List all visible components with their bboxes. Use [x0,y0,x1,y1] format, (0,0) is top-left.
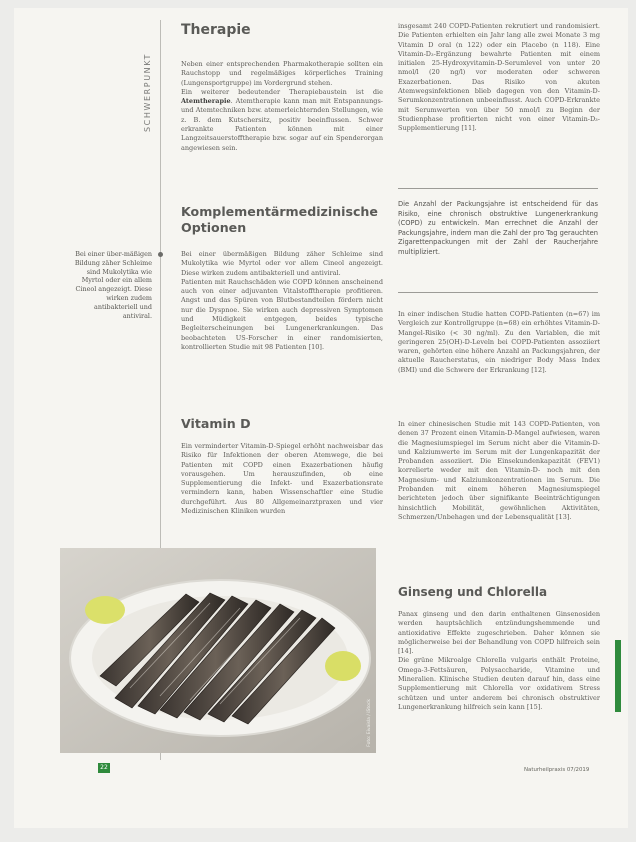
komplementaer-text [181,250,383,352]
ginseng-paragraph-1: Panax ginseng und den darin enthaltenen Ginsenosiden werden hauptsächlich entzündungshemmende und antioxidative Effekte zugeschrieben. Daher können sie möglicherweise bei der Behandlung von COPD hilfreich sein [14]. [398,610,600,656]
heading-vitamin-d: Vitamin D [181,416,251,431]
infobox-rule-bottom [398,292,598,293]
heading-therapie: Therapie [181,22,251,38]
komplementaer-paragraph-2: Patienten mit Rauchschäden wie COPD können anscheinend auch von einer adjuvanten Vitalstofftherapie profitieren. Angst und das Spüren von Blutbestandteilen fördern nicht nur die Dyspnoe. Sie wirken auch depressiven Symptomen und Müdigkeit entgegen, beides typische Begleiterscheinungen bei Lungenerkrankungen. Das beobachteten US-Forscher in einer randomisierten, kontrollierten Studie mit 98 Patienten [10]. [181,277,383,351]
heading-ginseng: Ginseng und Chlorella [398,585,548,599]
right-top-text: insgesamt 240 COPD-Patienten rekrutiert und randomisiert. Die Patienten erhielten ein Jahr lang alle zwei Monate 3 mg Vitamin D oral (n 122) oder ein Placebo (n 118). Eine Vitamin-D₃-Ergänzung bewahrte Patienten mit einem initialen 25-Hydroxyvitamin-D-Serumlevel von unter 20 nmol/l (20 ng/l) vor moderaten oder schweren Exazerbationen. Das Risiko von akuten Atemwegsinfektionen blieb dagegen von den Vitamin-D-Serumkonzentrationen unbeeinflusst. Auch COPD-Erkrankte mit Serumwerten von über 50 nmol/l zu Beginn der Studienphase profitierten nicht von einer Vitamin-D₃-Supplementierung [11]. [398,22,600,133]
ginseng-paragraph-2: Die grüne Mikroalge Chlorella vulgaris enthält Proteine, Omega-3-Fettsäuren, Polysaccharide, Vitamine und Mineralien. Klinische Studien deuten darauf hin, dass eine Supplementierung mit Chlorella vor oxidativem Stress schützen und unter anderem bei chronisch obstruktiver Lungenerkrankung hilfreich sein kann [15]. [398,656,600,711]
section-kicker: SCHWERPUNKT [143,53,152,132]
right-mid2-text: In einer chinesischen Studie mit 143 COPD-Patienten, von denen 37 Prozent einen Vitamin-D-Mangel aufwiesen, waren die Magnesiumspiegel im Serum nicht aber die Vitamin-D- und Kalziumwerte im Serum mit der Lungenkapazität der Probanden assoziiert. Die Einsekundenkapazität (FEV1) korrelierte weder mit den Vitamin-D- noch mit den Magnesium- und Kalziumkonzentrationen im Serum. Die Probanden mit einem höheren Magnesiumspiegel berichteten jedoch über signifikante Beeinträchtigungen hinsichtlich Mobilität, gewöhnlichen Aktivitäten, Schmerzen/Unbehagen und der Lebensqualität [13]. [398,420,600,521]
komplementaer-paragraph-1: Bei einer übermäßigen Bildung zäher Schleime sind Mukolytika wie Myrtol oder vor allem Cineol angezeigt. Diese wirken zudem antibakteriell und antiviral. [181,250,383,277]
sidenote: Bei einer über-mäßigen Bildung zäher Schleime sind Mukolytika wie Myrtol oder ein allem Cineol angezeigt. Diese wirken zudem antibakteriell und antiviral. [74,250,152,320]
sidenote-bullet [158,252,163,257]
vitamin-d-paragraph-1: Ein verminderter Vitamin-D-Spiegel erhöht nachweisbar das Risiko für Infektionen der oberen Atemwege, die bei Patienten mit COPD einen Exazerbationen häufig vorausgehen. Um herauszufinden, ob eine Supplementierung die Infekt- und Exazerbationsrate vermindern kann, haben Wissenschaftler eine Studie durchgeführt. Aus 80 Allgemeinarztpraxen und vier Medizinischen Kliniken wurden [181,442,383,516]
photo-credit: Foto: Eivaisla / iStock [367,699,372,747]
page-edge-marker [615,640,621,712]
ginseng-text [398,610,600,712]
vitamin-d-text [181,442,383,516]
page-number: 22 [98,763,110,773]
right-mid-text: In einer indischen Studie hatten COPD-Patienten (n=67) im Vergleich zur Kontrollgruppe (n=68) ein erhöhtes Vitamin-D-Mangel-Risiko (< 30 ng/ml). Zu den Variablen, die mit geringeren 25(OH)-D-Leveln bei COPD-Patienten assoziiert waren, gehörten eine höhere Anzahl an Packungsjahren, der aktuelle Raucherstatus, ein niedriger Body Mass Index (BMI) und die Schwere der Erkrankung [12]. [398,310,600,374]
journal-footer: Naturheilpraxis 07/2019 [524,767,590,773]
therapie-text [181,60,383,153]
infobox-packungsjahre: Die Anzahl der Packungsjahre ist entscheidend für das Risiko, eine chronisch obstruktive Lungenerkrankung (COPD) zu entwickeln. Man errechnet die Anzahl der Packungsjahre, indem man die Zahl der pro Tag gerauchten Zigarettenpackungen mit der Zahl der Raucherjahre multipliziert. [398,200,598,256]
therapie-paragraph-2: Ein weiterer bedeutender Therapiebaustein ist die Atemtherapie. Atemtherapie kann man mit Entspannungs- und Atemtechniken bzw. atemerleichternden Stellungen, wie z. B. dem Kutschersitz, positiv beeinflussen. Schwer erkrankte Patienten können mit einer Langzeitsauerstofftherapie bzw. sogar auf ein Spenderorgan angewiesen sein. [181,87,383,152]
heading-komplementaer: Komplementärmedizinische Optionen [181,204,378,235]
food-photo [60,548,376,753]
grilled-sardines-image [60,548,376,753]
therapie-paragraph-1: Neben einer entsprechenden Pharmakotherapie sollten ein Rauchstopp und regelmäßiges körperliches Training (Lungensportgruppe) im Vordergrund stehen. [181,60,383,87]
infobox-rule-top [398,188,598,189]
